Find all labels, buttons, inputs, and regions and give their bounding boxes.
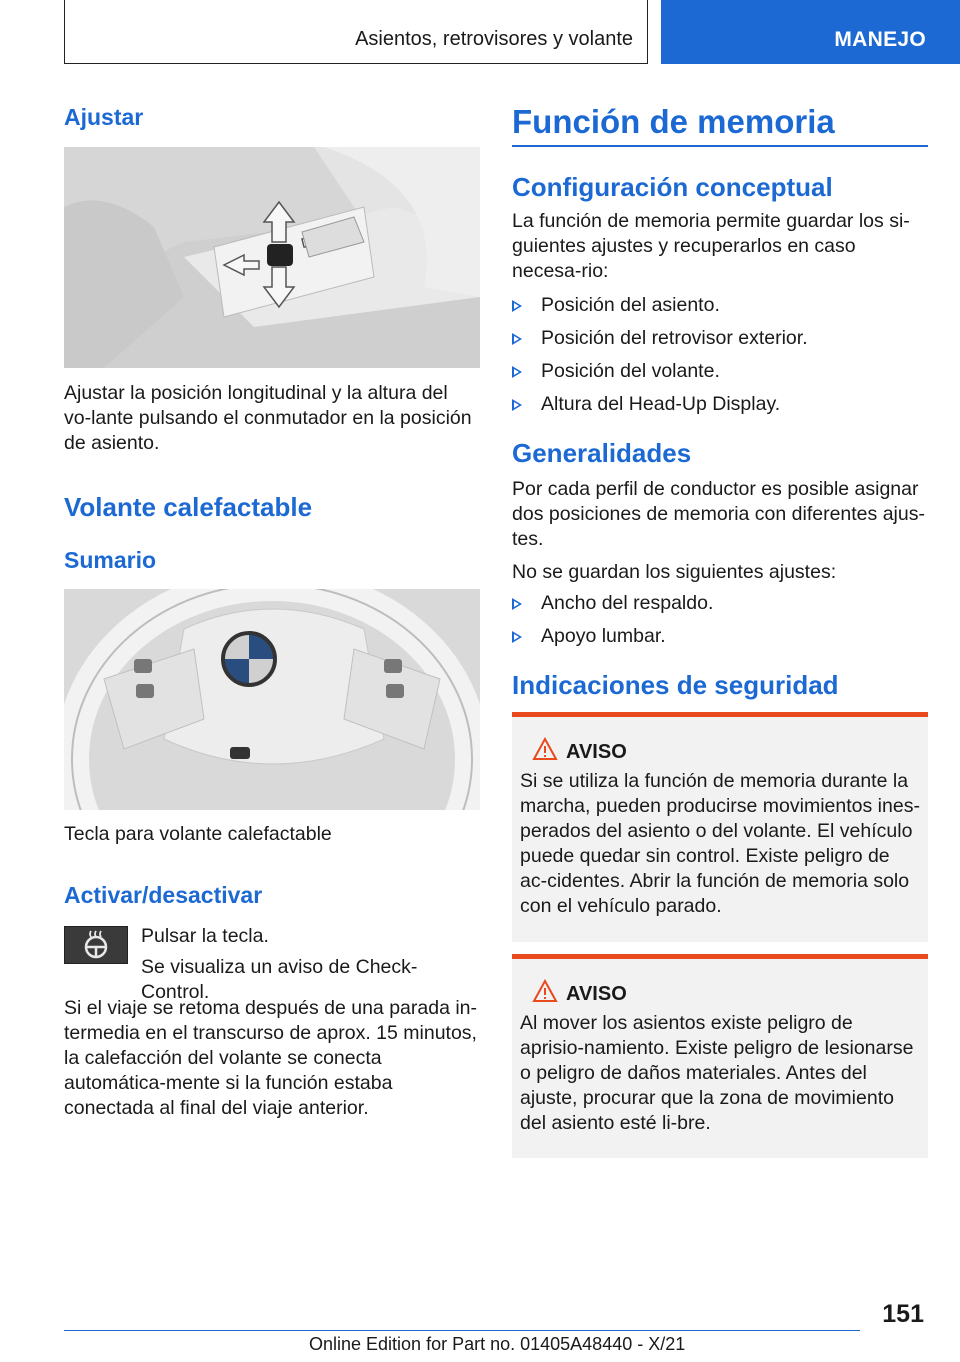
edition-line: Online Edition for Part no. 01405A48440 - X/21 (309, 1334, 686, 1354)
warning-header (520, 737, 920, 767)
chapter-tab-label: MANEJO (834, 28, 926, 51)
heated-steering-heading: Volante calefactable (64, 492, 313, 522)
section-title-box (64, 0, 648, 64)
warning-text: Al mover los asientos existe peligro de aprisio-namiento. Existe peligro de lesionarse o peligro de daños materiales. Antes del ajuste, procurar que la zona de movimiento del asiento esté li-bre. (520, 1012, 914, 1134)
footer-rule (64, 1330, 860, 1331)
triangle-bullet-icon (512, 631, 522, 643)
toggle-step-2: Se visualiza un aviso de Check-Control. (141, 956, 418, 1003)
list-item: Posición del retrovisor exterior. (512, 326, 928, 351)
concept-heading: Configuración conceptual (512, 172, 833, 202)
steering-wheel-illustration (64, 589, 480, 810)
list-item: Ancho del respaldo. (512, 591, 928, 616)
memory-heading-rule (512, 145, 928, 147)
general-list (512, 591, 928, 657)
adjust-caption: Ajustar la posición longitudinal y la altura del vo-lante pulsando el conmutador en la posición de asiento. (64, 382, 472, 454)
concept-paragraph: La función de memoria permite guardar los si-guientes ajustes y recuperarlos en caso necesa-rio: (512, 210, 910, 282)
steering-wheel-image (64, 589, 480, 810)
chapter-tab[interactable] (661, 0, 960, 64)
list-item: Posición del volante. (512, 359, 928, 384)
summary-heading: Sumario (64, 547, 157, 573)
toggle-step-1: Pulsar la tecla. (141, 925, 269, 947)
resume-paragraph: Si el viaje se retoma después de una parada in-termedia en el transcurso de aprox. 15 minutos, la calefacción del volante se conecta automática-mente si la función estaba conectada al final del viaje anterior. (64, 997, 478, 1119)
list-item: Altura del Head-Up Display. (512, 392, 928, 417)
warning-box (512, 954, 928, 1158)
concept-list (512, 293, 928, 425)
triangle-bullet-icon (512, 333, 522, 345)
triangle-bullet-icon (512, 399, 522, 411)
warning-text: Si se utiliza la función de memoria durante la marcha, pueden producirse movimientos ines-perados del asiento o del volante. El vehículo puede quedar sin control. Existe peligro de ac-cidentes. Abrir la función de memoria solo con el vehículo parado. (520, 770, 920, 917)
heated-steering-button-image (64, 926, 128, 964)
section-title: Asientos, retrovisores y volante (355, 28, 633, 50)
warning-triangle-icon (532, 737, 558, 761)
triangle-bullet-icon (512, 300, 522, 312)
list-item: Posición del asiento. (512, 293, 928, 318)
steering-adjust-illustration (64, 147, 480, 368)
page-header (0, 0, 960, 66)
warning-triangle-icon (532, 979, 558, 1003)
triangle-bullet-icon (512, 366, 522, 378)
warning-title: AVISO (566, 741, 627, 763)
heated-steering-wheel-icon (65, 927, 127, 963)
triangle-bullet-icon (512, 598, 522, 610)
steering-caption: Tecla para volante calefactable (64, 823, 332, 845)
memory-heading: Función de memoria (512, 103, 835, 140)
warning-header (520, 979, 920, 1009)
general-paragraph-1: Por cada perfil de conductor es posible asignar dos posiciones de memoria con diferentes ajus-tes. (512, 478, 925, 550)
warning-box (512, 712, 928, 942)
adjust-heading: Ajustar (64, 104, 144, 130)
warning-title: AVISO (566, 983, 627, 1005)
list-item: Apoyo lumbar. (512, 624, 928, 649)
general-paragraph-2: No se guardan los siguientes ajustes: (512, 561, 837, 583)
toggle-heading: Activar/desactivar (64, 882, 263, 908)
page-number: 151 (882, 1300, 924, 1328)
general-heading: Generalidades (512, 438, 692, 468)
safety-heading: Indicaciones de seguridad (512, 670, 839, 700)
steering-adjust-switch-image (64, 147, 480, 368)
